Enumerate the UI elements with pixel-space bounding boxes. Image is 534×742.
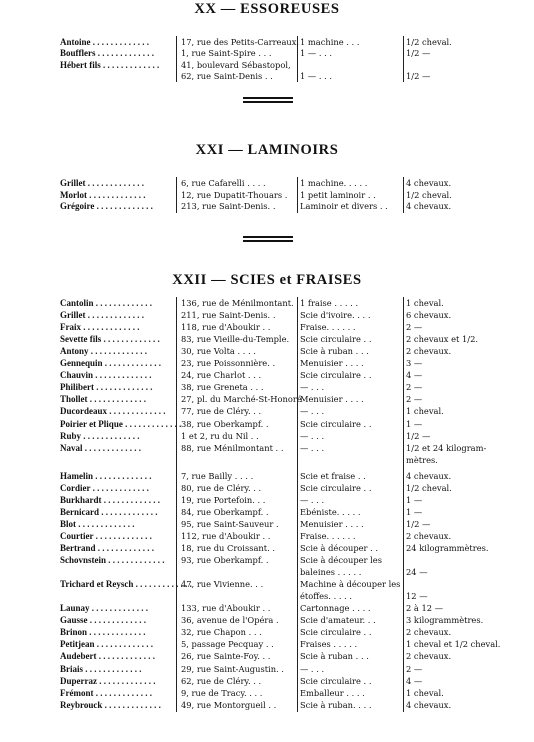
product-cell: Scie circulaire . . — [300, 675, 372, 686]
power-cell: 2 chevaux. — [406, 346, 452, 357]
name-cell: Launay . . . . . . . . . . . . . — [60, 603, 149, 614]
power-cell: 1 — — [406, 418, 423, 429]
product-cell: Fraise. . . . . . — [300, 322, 356, 333]
name-cell: Thollet . . . . . . . . . . . . . — [60, 394, 147, 405]
address-cell: 1, rue Saint-Spire . . . — [181, 48, 272, 59]
product-cell: 1 — . . . — [300, 70, 333, 81]
address-cell: 38, rue Greneta . . . — [181, 382, 264, 393]
address-cell: 136, rue de Ménilmontant. — [181, 298, 294, 308]
product-cell: 1 — . . . — [300, 48, 333, 59]
power-cell: 1/2 — — [406, 48, 431, 59]
table-row — [0, 700, 534, 711]
product-cell: — . . . — [300, 494, 325, 505]
table-row — [0, 201, 534, 212]
name-cell: Poirier et Plique . . . . . . . . . . . . . — [60, 418, 182, 429]
address-cell: 17, rue des Petits-Carreaux. — [181, 37, 300, 47]
column-divider — [176, 36, 177, 82]
address-cell: 47, rue Vivienne. . . — [181, 579, 264, 590]
name-cell: Grillet . . . . . . . . . . . . . — [60, 310, 144, 321]
section-title: XXII — SCIES et FRAISES — [172, 272, 362, 288]
name-cell: Antony . . . . . . . . . . . . . — [60, 346, 148, 357]
name-cell: Brinon . . . . . . . . . . . . . — [60, 627, 146, 638]
power-cell: 6 chevaux. — [406, 310, 452, 321]
name-cell: Reybrouck . . . . . . . . . . . . . — [60, 699, 161, 710]
table-row — [0, 455, 534, 466]
table-row — [0, 615, 534, 626]
name-cell: Antoine . . . . . . . . . . . . . — [60, 37, 150, 47]
table-row — [0, 688, 534, 699]
address-cell: 41, boulevard Sébastopol, — [181, 59, 291, 70]
product-cell: Fraise. . . . . . — [300, 530, 356, 541]
address-cell: 95, rue Saint-Sauveur . — [181, 518, 279, 529]
address-cell: 26, rue Sainte-Foy. . . — [181, 651, 271, 662]
power-cell: 4 — — [406, 370, 423, 381]
power-cell: 1/2 — — [406, 70, 431, 81]
address-cell: 19, rue Portefoin. . . — [181, 494, 266, 505]
product-cell: Scie et fraise . . — [300, 470, 366, 481]
product-cell: Scie circulaire . . — [300, 370, 372, 381]
address-cell: 84, rue Oberkampf. . — [181, 506, 269, 517]
address-cell: 80, rue de Cléry. . . — [181, 482, 262, 493]
address-cell: 38, rue Oberkampf. . — [181, 418, 269, 429]
name-cell: Gausse . . . . . . . . . . . . . — [60, 615, 147, 626]
power-cell: 4 chevaux. — [406, 699, 452, 710]
power-cell: 3 — — [406, 358, 423, 369]
product-cell: Fraises . . . . . — [300, 639, 358, 650]
product-cell: Scie circulaire . . — [300, 627, 372, 638]
name-cell: Chauvin . . . . . . . . . . . . . — [60, 370, 152, 381]
address-cell: 62, rue Saint-Denis . . — [181, 70, 273, 81]
power-cell: mètres. — [406, 454, 438, 465]
column-divider — [297, 297, 298, 712]
table-row — [0, 443, 534, 454]
table-row — [0, 334, 534, 345]
power-cell: 24 — — [406, 567, 428, 578]
product-cell: — . . . — [300, 430, 325, 441]
section-title: XXI — LAMINOIRS — [195, 142, 339, 158]
column-divider — [403, 36, 404, 82]
table-row — [0, 406, 534, 417]
table-row — [0, 483, 534, 494]
address-cell: 29, rue Saint-Augustin. . — [181, 663, 284, 674]
power-cell: 1 cheval et 1/2 cheval. — [406, 639, 501, 650]
power-cell: 2 — — [406, 663, 423, 674]
power-cell: 4 chevaux. — [406, 470, 452, 481]
table-row — [0, 346, 534, 357]
address-cell: 93, rue Oberkampf. . — [181, 555, 269, 566]
product-cell: — . . . — [300, 663, 325, 674]
table-row — [0, 664, 534, 675]
product-cell: Menuisier . . . . — [300, 358, 364, 369]
name-cell: Briais . . . . . . . . . . . . . — [60, 663, 142, 674]
address-cell: 77, rue de Cléry. . . — [181, 406, 262, 417]
power-cell: 4 chevaux. — [406, 178, 452, 188]
table-row — [0, 676, 534, 687]
address-cell: 62, rue de Cléry. . . — [181, 675, 262, 686]
product-cell: étoffes. . . . . — [300, 591, 353, 602]
address-cell: 49, rue Montorgueil . . — [181, 699, 277, 710]
product-cell: Laminoir et divers . . — [300, 201, 388, 212]
power-cell: 1 cheval. — [406, 298, 444, 308]
name-cell: Blot . . . . . . . . . . . . . — [60, 518, 135, 529]
product-cell: baleines . . . . . — [300, 567, 362, 578]
power-cell: 1/2 cheval. — [406, 189, 452, 200]
product-cell: Scie circulaire . . — [300, 334, 372, 345]
address-cell: 32, rue Chapon . . . — [181, 627, 262, 638]
address-cell: 83, rue Vieille-du-Temple. — [181, 334, 290, 345]
table-row — [0, 531, 534, 542]
name-cell: Hébert fils . . . . . . . . . . . . . — [60, 59, 160, 70]
section-rule — [243, 236, 293, 242]
column-divider — [176, 297, 177, 712]
name-cell: Petitjean . . . . . . . . . . . . . — [60, 639, 153, 650]
name-cell: Bertrand . . . . . . . . . . . . . — [60, 543, 154, 553]
product-cell: Scie circulaire . . — [300, 482, 372, 493]
address-cell: 133, rue d'Aboukir . . — [181, 603, 271, 614]
table-row — [0, 591, 534, 602]
name-cell: Gennequin . . . . . . . . . . . . . — [60, 358, 162, 369]
table-row — [0, 71, 534, 82]
table-row — [0, 298, 534, 309]
name-cell: Boufflers . . . . . . . . . . . . . — [60, 48, 154, 59]
name-cell: Sevette fils . . . . . . . . . . . . . — [60, 334, 160, 345]
product-cell: Ebéniste. . . . . — [300, 506, 361, 517]
power-cell: 1/2 et 24 kilogram- — [406, 442, 487, 453]
name-cell: Ruby . . . . . . . . . . . . . — [60, 430, 140, 441]
table-row — [0, 639, 534, 650]
product-cell: Menuisier . . . . — [300, 518, 364, 529]
product-cell: Scie à ruban . . . — [300, 651, 369, 662]
product-cell: — . . . — [300, 382, 325, 393]
table-row — [0, 627, 534, 638]
product-cell: Scie à ruban. . . . — [300, 699, 372, 710]
power-cell: 1/2 — — [406, 518, 431, 529]
table-row — [0, 37, 534, 48]
table-row — [0, 431, 534, 442]
address-cell: 36, avenue de l'Opéra . — [181, 615, 279, 626]
table-row — [0, 507, 534, 518]
name-cell: Grégoire . . . . . . . . . . . . . — [60, 201, 153, 212]
table-row — [0, 495, 534, 506]
name-cell: Morlot . . . . . . . . . . . . . — [60, 189, 146, 200]
table-row — [0, 382, 534, 393]
product-cell: Scie à découper les — [300, 555, 382, 566]
power-cell: 1/2 cheval. — [406, 37, 452, 47]
address-cell: 1 et 2, ru du Nil . . — [181, 430, 259, 441]
table-row — [0, 543, 534, 554]
product-cell: 1 petit laminoir . . — [300, 189, 376, 200]
product-cell: 1 machine. . . . . — [300, 178, 368, 188]
address-cell: 5, passage Pecquay . . — [181, 639, 274, 650]
product-cell: 1 fraise . . . . . — [300, 298, 359, 308]
product-cell: Scie d'ivoire. . . . — [300, 310, 371, 321]
table-row — [0, 579, 534, 590]
power-cell: 2 chevaux. — [406, 627, 452, 638]
name-cell: Fraix . . . . . . . . . . . . . — [60, 322, 140, 333]
address-cell: 213, rue Saint-Denis. . — [181, 201, 276, 212]
product-cell: Scie à ruban . . . — [300, 346, 369, 357]
address-cell: 211, rue Saint-Denis. . — [181, 310, 276, 321]
name-cell: Frémont . . . . . . . . . . . . . — [60, 687, 152, 698]
power-cell: 24 kilogrammètres. — [406, 543, 489, 553]
address-cell: 18, rue du Croissant. . — [181, 543, 275, 553]
address-cell: 27, pl. du Marché-St-Honoré — [181, 394, 302, 405]
table-row — [0, 419, 534, 430]
product-cell: — . . . — [300, 442, 325, 453]
table-row — [0, 519, 534, 530]
column-divider — [297, 177, 298, 213]
table-row — [0, 48, 534, 59]
product-cell: Scie circulaire . . — [300, 418, 372, 429]
table-row — [0, 471, 534, 482]
table-row — [0, 555, 534, 566]
name-cell: Burkhardt . . . . . . . . . . . . . — [60, 494, 161, 505]
power-cell: 1/2 — — [406, 430, 431, 441]
power-cell: 2 — — [406, 394, 423, 405]
table-row — [0, 567, 534, 578]
table-row — [0, 310, 534, 321]
table-row — [0, 603, 534, 614]
section-rule — [243, 97, 293, 103]
address-cell: 112, rue d'Aboukir . . — [181, 530, 271, 541]
table-row — [0, 358, 534, 369]
address-cell: 23, rue Poissonnière. . — [181, 358, 276, 369]
power-cell: 1 — — [406, 506, 423, 517]
column-divider — [403, 177, 404, 213]
product-cell: Menuisier . . . . — [300, 394, 364, 405]
power-cell: 2 — — [406, 322, 423, 333]
power-cell: 1 — — [406, 494, 423, 505]
name-cell: Trichard et Reysch . . . . . . . . . . . . . — [60, 579, 192, 590]
column-divider — [403, 297, 404, 712]
address-cell: 9, rue de Tracy. . . . — [181, 687, 263, 698]
power-cell: 1 cheval. — [406, 687, 444, 698]
table-row — [0, 651, 534, 662]
table-row — [0, 190, 534, 201]
product-cell: Cartonnage . . . . — [300, 603, 371, 614]
power-cell: 4 — — [406, 675, 423, 686]
product-cell: — . . . — [300, 406, 325, 417]
section-title: XX — ESSOREUSES — [194, 1, 340, 17]
power-cell: 1 cheval. — [406, 406, 444, 417]
name-cell: Courtier . . . . . . . . . . . . . — [60, 530, 152, 541]
name-cell: Audebert . . . . . . . . . . . . . — [60, 651, 155, 662]
name-cell: Ducordeaux . . . . . . . . . . . . . — [60, 406, 166, 417]
column-divider — [176, 177, 177, 213]
name-cell: Duperraz . . . . . . . . . . . . . — [60, 675, 156, 686]
table-row — [0, 322, 534, 333]
name-cell: Hamelin . . . . . . . . . . . . . — [60, 470, 152, 481]
address-cell: 7, rue Bailly . . . . — [181, 470, 254, 481]
address-cell: 30, rue Volta . . . . — [181, 346, 256, 357]
power-cell: 2 chevaux. — [406, 651, 452, 662]
name-cell: Philibert . . . . . . . . . . . . . — [60, 382, 153, 393]
name-cell: Cantolin . . . . . . . . . . . . . — [60, 298, 153, 308]
name-cell: Cordier . . . . . . . . . . . . . — [60, 482, 149, 493]
address-cell: 88, rue Ménilmontant . . — [181, 442, 284, 453]
product-cell: Emballeur . . . . — [300, 687, 365, 698]
table-row — [0, 178, 534, 189]
power-cell: 2 chevaux. — [406, 530, 452, 541]
table-row — [0, 370, 534, 381]
name-cell: Schovnstein . . . . . . . . . . . . . — [60, 555, 165, 566]
name-cell: Naval . . . . . . . . . . . . . — [60, 442, 141, 453]
name-cell: Grillet . . . . . . . . . . . . . — [60, 178, 144, 188]
power-cell: 12 — — [406, 591, 428, 602]
product-cell: Scie d'amateur. . . — [300, 615, 376, 626]
product-cell: Machine à découper les — [300, 579, 401, 590]
name-cell: Bernicard . . . . . . . . . . . . . — [60, 506, 158, 517]
column-divider — [297, 36, 298, 82]
address-cell: 12, rue Dupatit-Thouars . — [181, 189, 288, 200]
product-cell: 1 machine . . . — [300, 37, 360, 47]
table-row — [0, 394, 534, 405]
power-cell: 4 chevaux. — [406, 201, 452, 212]
table-row — [0, 60, 534, 71]
power-cell: 1/2 cheval. — [406, 482, 452, 493]
power-cell: 3 kilogrammètres. — [406, 615, 484, 626]
power-cell: 2 à 12 — — [406, 603, 443, 614]
address-cell: 24, rue Charlot . . . — [181, 370, 262, 381]
address-cell: 6, rue Cafarelli . . . . — [181, 178, 266, 188]
product-cell: Scie à découper . . — [300, 543, 379, 553]
power-cell: 2 chevaux et 1/2. — [406, 334, 478, 345]
power-cell: 2 — — [406, 382, 423, 393]
address-cell: 118, rue d'Aboukir . . — [181, 322, 271, 333]
